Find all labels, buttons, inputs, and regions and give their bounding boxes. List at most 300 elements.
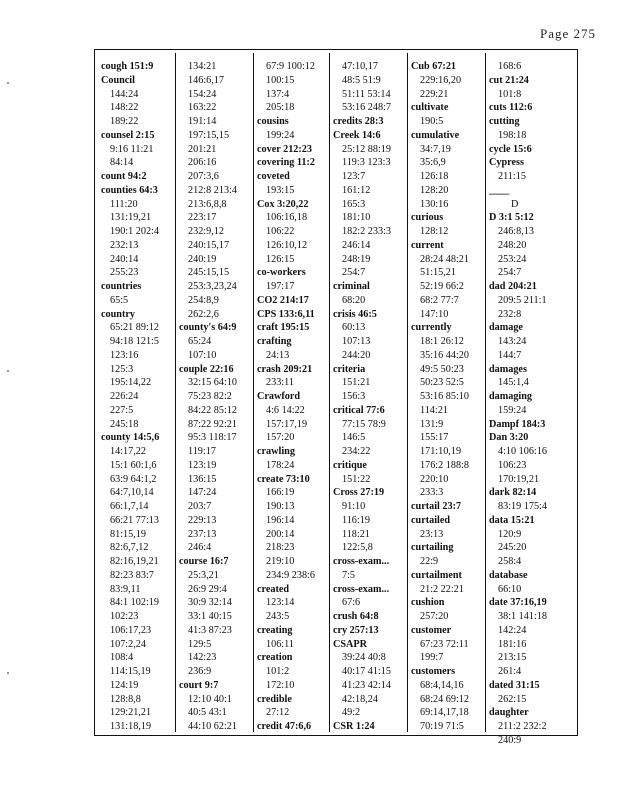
page-reference: 129:5 xyxy=(188,638,212,650)
column-divider xyxy=(407,53,408,732)
index-term: Council xyxy=(101,74,135,86)
page-reference: 212:8 213:4 xyxy=(188,184,237,196)
page-reference: 244:20 xyxy=(342,349,371,361)
page-reference: 196:14 xyxy=(266,514,295,526)
page-reference: 114:15,19 xyxy=(110,666,151,677)
page-reference: 83:19 175:4 xyxy=(498,501,547,512)
page-reference: 258:4 xyxy=(498,556,522,567)
page-reference: 84:22 85:12 xyxy=(188,404,237,416)
page-reference: 245:18 xyxy=(110,418,139,430)
page-reference: 254:8,9 xyxy=(188,294,219,306)
page-reference: 18:1 26:12 xyxy=(420,336,464,347)
page-reference: 41:3 87:23 xyxy=(188,624,232,636)
index-term: criminal xyxy=(333,281,370,292)
index-term: currently xyxy=(411,322,452,334)
page-reference: 211:15 xyxy=(498,171,526,182)
page-reference: 67:23 72:11 xyxy=(420,638,469,650)
index-term: craft 195:15 xyxy=(257,322,310,334)
index-term: created xyxy=(257,583,290,595)
page-reference: 131:18,19 xyxy=(110,721,152,732)
index-term: cover 212:23 xyxy=(257,143,312,155)
index-column-6 xyxy=(489,60,575,748)
page-reference: 236:9 xyxy=(188,666,212,677)
index-term: crawling xyxy=(257,446,295,457)
page-reference: 128:20 xyxy=(420,184,449,196)
page-reference: 70:19 71:5 xyxy=(420,721,464,732)
page-reference: 176:2 188:8 xyxy=(420,459,469,471)
index-term: Cub 67:21 xyxy=(411,61,457,72)
page-reference: 157:17,19 xyxy=(266,418,308,430)
page-reference: 128:12 xyxy=(420,226,449,237)
page-reference: 67:6 xyxy=(342,597,361,609)
index-term: country xyxy=(101,308,135,320)
page-reference: 51:11 53:14 xyxy=(342,88,391,100)
index-term: cumulative xyxy=(411,129,460,141)
page-reference: 40:17 41:15 xyxy=(342,666,391,677)
page-reference: 189:22 xyxy=(110,116,139,127)
page-reference: 246:8,13 xyxy=(498,226,534,237)
page-reference: 7:5 xyxy=(342,569,356,581)
index-column-3 xyxy=(257,60,329,734)
page-reference: 227:5 xyxy=(110,404,134,416)
index-column-4 xyxy=(333,60,407,734)
page-number: Page 275 xyxy=(539,26,596,41)
page-reference: 69:14,17,18 xyxy=(420,707,469,719)
index-term: covering 11:2 xyxy=(257,157,316,169)
index-term: cut 21:24 xyxy=(489,74,529,86)
page-reference: 257:20 xyxy=(420,611,449,622)
page-reference: 4:10 106:16 xyxy=(498,446,547,457)
page-reference: 144:7 xyxy=(498,349,522,361)
page-reference: 123:14 xyxy=(266,597,295,609)
page-reference: 68:24 69:12 xyxy=(420,693,469,705)
index-term: D 3:1 5:12 xyxy=(489,212,534,224)
page-reference: 68:4,14,16 xyxy=(420,679,464,691)
page-reference: 219:10 xyxy=(266,556,295,567)
index-term: crush 64:8 xyxy=(333,611,379,622)
page-reference: 26:9 29:4 xyxy=(188,583,227,595)
page-reference: 66:21 77:13 xyxy=(110,514,159,526)
page-reference: 229:13 xyxy=(188,514,217,526)
page-reference: 262:15 xyxy=(498,693,527,705)
page-reference: 213:15 xyxy=(498,652,527,664)
punch-mark xyxy=(7,370,9,372)
page-reference: 245:20 xyxy=(498,542,527,554)
page-reference: 33:1 40:15 xyxy=(188,611,232,622)
index-term: curtailed xyxy=(411,514,451,526)
index-term: current xyxy=(411,239,444,251)
index-term: county's 64:9 xyxy=(179,322,237,334)
index-term: crafting xyxy=(257,336,292,347)
page-reference: 63:9 64:1,2 xyxy=(110,473,157,485)
page-reference: 4:6 14:22 xyxy=(266,404,305,416)
page-reference: 146:5 xyxy=(342,432,366,444)
page-reference: 178:24 xyxy=(266,459,295,471)
index-term: counties 64:3 xyxy=(101,184,158,196)
index-term: Cross 27:19 xyxy=(333,487,385,499)
page-reference: 234:9 238:6 xyxy=(266,569,315,581)
page-reference: 84:14 xyxy=(110,157,134,169)
page-reference: 237:13 xyxy=(188,528,217,540)
page-reference: 157:20 xyxy=(266,432,295,444)
page-reference: 12:10 40:1 xyxy=(188,693,232,705)
page-reference: 83:9,11 xyxy=(110,583,141,595)
page-reference: 234:22 xyxy=(342,446,371,457)
page-reference: 25:12 88:19 xyxy=(342,143,391,155)
index-term: cutting xyxy=(489,116,520,127)
page-reference: 53:16 248:7 xyxy=(342,102,391,114)
index-term: cross-exam... xyxy=(333,583,390,595)
page-reference: 123:16 xyxy=(110,349,139,361)
page-reference: 126:18 xyxy=(420,171,449,182)
page-reference: 171:10,19 xyxy=(420,446,462,457)
index-term: cultivate xyxy=(411,102,449,114)
page-reference: 145:1,4 xyxy=(498,377,529,389)
page-reference: 136:15 xyxy=(188,473,217,485)
page-reference: 190:1 202:4 xyxy=(110,226,159,237)
page-reference: 181:16 xyxy=(498,638,527,650)
page-reference: 106:11 xyxy=(266,638,294,650)
page-reference: 146:6,17 xyxy=(188,74,224,86)
page-reference: 129:21,21 xyxy=(110,707,152,719)
page-reference: 38:1 141:18 xyxy=(498,611,547,622)
page-reference: 35:6,9 xyxy=(420,157,446,169)
page-reference: 44:10 62:21 xyxy=(188,721,237,732)
page-reference: 40:5 43:1 xyxy=(188,707,227,719)
page-reference: 119:3 123:3 xyxy=(342,157,391,169)
page-reference: 159:24 xyxy=(498,404,527,416)
page-reference: 199:7 xyxy=(420,652,444,664)
page-reference: 254:7 xyxy=(498,267,522,279)
index-term: CO2 214:17 xyxy=(257,294,309,306)
page-reference: 95:3 118:17 xyxy=(188,432,237,444)
page-reference: 111:20 xyxy=(110,198,138,210)
page-reference: 28:24 48:21 xyxy=(420,253,469,265)
page-reference: 119:17 xyxy=(188,446,216,457)
page-reference: 107:2,24 xyxy=(110,638,146,650)
index-term: Cox 3:20,22 xyxy=(257,198,309,210)
page-reference: 147:24 xyxy=(188,487,217,499)
page-reference: 165:3 xyxy=(342,198,366,210)
page-reference: 190:13 xyxy=(266,501,295,512)
page-reference: 87:22 92:21 xyxy=(188,418,237,430)
page-reference: 206:16 xyxy=(188,157,217,169)
page-reference: 24:13 xyxy=(266,349,290,361)
index-term: cycle 15:6 xyxy=(489,143,532,155)
index-term: date 37:16,19 xyxy=(489,597,547,609)
index-term: cross-exam... xyxy=(333,556,390,567)
index-term: dated 31:15 xyxy=(489,679,540,691)
page-reference: 240:15,17 xyxy=(188,239,230,251)
page-reference: 142:23 xyxy=(188,652,217,664)
page-reference: 253:3,23,24 xyxy=(188,281,237,292)
page-reference: 233:3 xyxy=(420,487,444,499)
page-reference: 32:15 64:10 xyxy=(188,377,237,389)
page-reference: 123:7 xyxy=(342,171,366,182)
page-reference: 101:2 xyxy=(266,666,290,677)
page-reference: 207:3,6 xyxy=(188,171,219,182)
column-divider xyxy=(175,53,176,732)
page-reference: 151:21 xyxy=(342,377,371,389)
page-reference: 182:2 233:3 xyxy=(342,226,391,237)
page-reference: 163:22 xyxy=(188,102,217,114)
page-reference: 42:18,24 xyxy=(342,693,378,705)
page-reference: 65:5 xyxy=(110,294,129,306)
section-letter: D xyxy=(511,198,519,210)
index-term: critique xyxy=(333,459,367,471)
page-reference: 15:1 60:1,6 xyxy=(110,459,157,471)
page-reference: 156:3 xyxy=(342,391,366,402)
index-term: course 16:7 xyxy=(179,556,229,567)
punch-mark xyxy=(7,672,9,674)
page-reference: 137:4 xyxy=(266,88,290,100)
page-reference: 197:17 xyxy=(266,281,295,292)
index-term: customers xyxy=(411,666,456,677)
page-reference: 107:13 xyxy=(342,336,371,347)
page-reference: 255:23 xyxy=(110,267,139,279)
page-reference: 211:2 232:2 xyxy=(498,721,547,732)
index-term: count 94:2 xyxy=(101,171,147,182)
page-reference: 148:22 xyxy=(110,102,139,114)
index-term: CSR 1:24 xyxy=(333,721,375,732)
page-reference: 116:19 xyxy=(342,514,370,526)
page-reference: 168:6 xyxy=(498,61,522,72)
page-reference: 232:13 xyxy=(110,239,139,251)
index-term: damages xyxy=(489,363,527,375)
index-term: cousins xyxy=(257,116,289,127)
page-reference: 60:13 xyxy=(342,322,366,334)
index-term: creating xyxy=(257,624,293,636)
page-reference: 166:19 xyxy=(266,487,295,499)
page-reference: 30:9 32:14 xyxy=(188,597,232,609)
page-reference: 120:9 xyxy=(498,528,522,540)
page-reference: 27:12 xyxy=(266,707,290,719)
index-term: crisis 46:5 xyxy=(333,308,377,320)
index-term: couple 22:16 xyxy=(179,363,234,375)
page-reference: 248:19 xyxy=(342,253,371,265)
column-divider xyxy=(329,53,330,732)
index-term: curtailment xyxy=(411,569,462,581)
page-reference: 66:10 xyxy=(498,583,522,595)
page-reference: 172:10 xyxy=(266,679,295,691)
page-reference: 246:4 xyxy=(188,542,212,554)
page-reference: 246:14 xyxy=(342,239,371,251)
index-term: dad 204:21 xyxy=(489,281,537,292)
page-reference: 47:10,17 xyxy=(342,61,378,72)
index-term: Crawford xyxy=(257,391,301,402)
index-term: cuts 112:6 xyxy=(489,102,533,114)
page-reference: 107:10 xyxy=(188,349,217,361)
page-reference: 198:18 xyxy=(498,129,527,141)
page-reference: 147:10 xyxy=(420,308,449,320)
index-term: create 73:10 xyxy=(257,473,310,485)
page-reference: 65:21 89:12 xyxy=(110,322,159,334)
page-reference: 68:2 77:7 xyxy=(420,294,459,306)
page-reference: 130:16 xyxy=(420,198,449,210)
page-reference: 114:21 xyxy=(420,404,448,416)
page-reference: 106:17,23 xyxy=(110,624,152,636)
page-reference: 67:9 100:12 xyxy=(266,61,315,72)
index-term: creation xyxy=(257,652,293,664)
page-reference: 151:22 xyxy=(342,473,371,485)
page-reference: 161:12 xyxy=(342,184,371,196)
index-term: data 15:21 xyxy=(489,514,535,526)
index-term: CSAPR xyxy=(333,638,367,650)
index-term: daughter xyxy=(489,707,529,719)
page-reference: 240:9 xyxy=(498,734,522,746)
index-term: criteria xyxy=(333,363,366,375)
page-reference: 106:22 xyxy=(266,226,295,237)
page-reference: 35:16 44:20 xyxy=(420,349,469,361)
page-reference: 213:6,8,8 xyxy=(188,198,227,210)
page-reference: 245:15,15 xyxy=(188,267,230,279)
page-reference: 218:23 xyxy=(266,542,295,554)
index-term: database xyxy=(489,569,528,581)
index-term: credible xyxy=(257,693,292,705)
index-column-5 xyxy=(411,60,485,734)
page-reference: 131:19,21 xyxy=(110,212,152,224)
page-reference: 100:15 xyxy=(266,74,295,86)
index-term: court 9:7 xyxy=(179,679,219,691)
page-reference: 193:15 xyxy=(266,184,295,196)
page-reference: 190:5 xyxy=(420,116,444,127)
page-reference: 195:14,22 xyxy=(110,377,152,389)
page-reference: 209:5 211:1 xyxy=(498,294,547,306)
page-reference: 53:16 85:10 xyxy=(420,391,469,402)
page-reference: 51:15,21 xyxy=(420,267,456,279)
page-reference: 82:16,19,21 xyxy=(110,556,159,567)
index-term: damage xyxy=(489,322,523,334)
page-reference: 181:10 xyxy=(342,212,371,224)
index-term: Dampf 184:3 xyxy=(489,418,546,430)
page-reference: 81:15,19 xyxy=(110,528,146,540)
index-term: critical 77:6 xyxy=(333,404,385,416)
index-term: credit 47:6,6 xyxy=(257,721,312,732)
index-term: curious xyxy=(411,212,444,224)
index-term: curtail 23:7 xyxy=(411,501,462,512)
page-reference: 229:16,20 xyxy=(420,74,462,86)
column-divider xyxy=(485,53,486,732)
page-reference: 65:24 xyxy=(188,336,212,347)
index-term: dark 82:14 xyxy=(489,487,537,499)
page-reference: 253:24 xyxy=(498,253,527,265)
page-reference: 142:24 xyxy=(498,624,527,636)
page-reference: 124:19 xyxy=(110,679,139,691)
punch-mark xyxy=(7,82,9,84)
page-reference: 75:23 82:2 xyxy=(188,391,232,402)
page-reference: 64:7,10,14 xyxy=(110,487,154,499)
page-reference: 220:10 xyxy=(420,473,449,485)
index-column-1 xyxy=(101,60,175,734)
page-reference: 200:14 xyxy=(266,528,295,540)
page-reference: 101:8 xyxy=(498,88,522,100)
index-term: cry 257:13 xyxy=(333,624,379,636)
page-reference: 21:2 22:21 xyxy=(420,583,464,595)
index-term: customer xyxy=(411,624,452,636)
page-reference: 131:9 xyxy=(420,418,444,430)
page-reference: 22:9 xyxy=(420,556,439,567)
page-reference: 223:17 xyxy=(188,212,217,224)
index-term: county 14:5,6 xyxy=(101,432,160,444)
page-reference: 232:8 xyxy=(498,308,522,320)
page-reference: 226:24 xyxy=(110,391,139,402)
page-reference: 106:23 xyxy=(498,459,527,471)
index-term: Dan 3:20 xyxy=(489,432,529,444)
index-term: cushion xyxy=(411,597,445,609)
page-reference: 34:7,19 xyxy=(420,143,451,155)
column-divider xyxy=(253,53,254,732)
index-term: ____ xyxy=(489,184,510,196)
page-reference: 155:17 xyxy=(420,432,449,444)
page-reference: 201:21 xyxy=(188,143,217,155)
page-reference: 240:14 xyxy=(110,253,139,265)
page-reference: 229:21 xyxy=(420,88,449,100)
page-reference: 144:24 xyxy=(110,88,139,100)
page-reference: 205:18 xyxy=(266,102,295,114)
page-reference: 77:15 78:9 xyxy=(342,418,386,430)
index-term: CPS 133:6,11 xyxy=(257,308,315,320)
page-reference: 49:5 50:23 xyxy=(420,363,464,375)
page-reference: 254:7 xyxy=(342,267,366,279)
index-term: countries xyxy=(101,281,142,292)
page-reference: 240:19 xyxy=(188,253,217,265)
page-reference: 23:13 xyxy=(420,528,444,540)
page-reference: 106:16,18 xyxy=(266,212,308,224)
index-term: curtailing xyxy=(411,542,454,554)
page-reference: 84:1 102:19 xyxy=(110,597,159,609)
index-column-2 xyxy=(179,60,253,734)
page-reference: 118:21 xyxy=(342,528,370,540)
index-term: crash 209:21 xyxy=(257,363,313,375)
page-reference: 203:7 xyxy=(188,501,212,512)
page-reference: 197:15,15 xyxy=(188,129,230,141)
page-reference: 243:5 xyxy=(266,611,290,622)
page-reference: 143:24 xyxy=(498,336,527,347)
page-reference: 102:23 xyxy=(110,611,139,622)
index-table xyxy=(94,49,578,746)
page-reference: 123:19 xyxy=(188,459,217,471)
page-reference: 126:15 xyxy=(266,253,295,265)
index-term: coveted xyxy=(257,171,290,182)
page-reference: 262:2,6 xyxy=(188,308,219,320)
page-reference: 91:10 xyxy=(342,501,366,512)
page-reference: 233:11 xyxy=(266,377,294,389)
page-reference: 170:19,21 xyxy=(498,473,540,485)
page-reference: 128:8,8 xyxy=(110,693,141,705)
index-term: cough 151:9 xyxy=(101,61,154,72)
index-term: co-workers xyxy=(257,267,306,279)
page-reference: 52:19 66:2 xyxy=(420,281,464,292)
page-reference: 261:4 xyxy=(498,666,522,677)
page-reference: 232:9,12 xyxy=(188,226,224,237)
page-reference: 14:17,22 xyxy=(110,446,146,457)
page-reference: 108:4 xyxy=(110,652,134,664)
page-reference: 248:20 xyxy=(498,239,527,251)
page-reference: 9:16 11:21 xyxy=(110,143,154,155)
page-reference: 122:5,8 xyxy=(342,542,373,554)
page-reference: 50:23 52:5 xyxy=(420,377,464,389)
index-term: damaging xyxy=(489,391,533,402)
page-reference: 82:23 83:7 xyxy=(110,569,154,581)
page-reference: 94:18 121:5 xyxy=(110,336,159,347)
page-reference: 48:5 51:9 xyxy=(342,74,381,86)
page-reference: 154:24 xyxy=(188,88,217,100)
index-term: Creek 14:6 xyxy=(333,129,381,141)
page-reference: 41:23 42:14 xyxy=(342,679,391,691)
page-reference: 125:3 xyxy=(110,363,134,375)
index-term: counsel 2:15 xyxy=(101,129,155,141)
page-reference: 199:24 xyxy=(266,129,295,141)
